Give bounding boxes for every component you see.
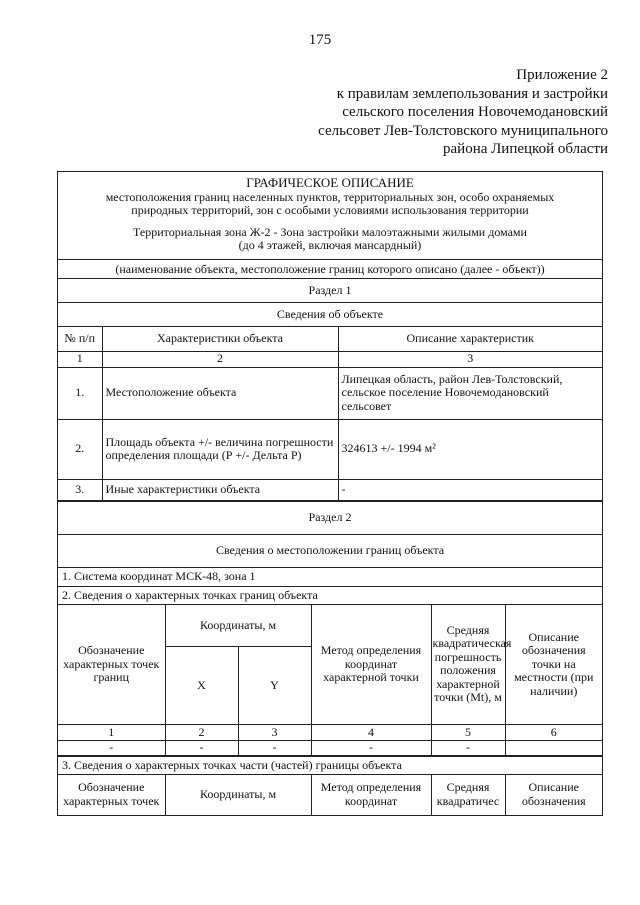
row-value: - bbox=[338, 479, 602, 500]
column-header: Метод определения координат характерной точки bbox=[311, 605, 431, 725]
column-header: Метод определения координат bbox=[311, 775, 431, 815]
boundary-points-heading: 2. Сведения о характерных точках границ объекта bbox=[58, 587, 602, 605]
section2-subtitle: Сведения о местоположении границ объекта bbox=[58, 535, 602, 568]
row-characteristic: Площадь объекта +/- величина погрешности определения площади (Р +/- Дельта Р) bbox=[102, 419, 338, 479]
column-number: 3 bbox=[238, 725, 311, 741]
table-row bbox=[58, 367, 602, 419]
page-number: 175 bbox=[308, 32, 332, 48]
row-number: 1. bbox=[58, 367, 102, 419]
part-points-heading: 3. Сведения о характерных точках части (частей) границы объекта bbox=[58, 756, 602, 775]
column-header-x: X bbox=[165, 647, 238, 725]
section1-subtitle: Сведения об объекте bbox=[58, 303, 602, 327]
section2-title: Раздел 2 bbox=[58, 501, 602, 535]
column-number: 1 bbox=[58, 351, 102, 367]
column-header: Координаты, м bbox=[165, 775, 311, 815]
table-cell: - bbox=[431, 741, 505, 756]
column-header: Средняя квадратическая погрешность положения характерной точки (Mt), м bbox=[431, 605, 505, 725]
appendix-line: района Липецкой области bbox=[443, 141, 608, 157]
column-header: Описание обозначения bbox=[505, 775, 602, 815]
part-points-table bbox=[58, 775, 602, 816]
column-header: Обозначение характерных точек границ bbox=[58, 605, 165, 725]
column-header: Характеристики объекта bbox=[102, 327, 338, 351]
column-number: 3 bbox=[338, 351, 602, 367]
coordinate-system: 1. Система координат МСК-48, зона 1 bbox=[58, 568, 602, 587]
column-number: 4 bbox=[311, 725, 431, 741]
appendix-header bbox=[248, 66, 608, 159]
column-number: 1 bbox=[58, 725, 165, 741]
table-row bbox=[58, 479, 602, 500]
column-header: Обозначение характерных точек bbox=[58, 775, 165, 815]
form-title: ГРАФИЧЕСКОЕ ОПИСАНИЕ bbox=[246, 175, 414, 190]
row-value: Липецкая область, район Лев-Толстовский, сельское поселение Новочемодановский сельсовет bbox=[338, 367, 602, 419]
row-characteristic: Иные характеристики объекта bbox=[102, 479, 338, 500]
column-number: 5 bbox=[431, 725, 505, 741]
table-cell: - bbox=[165, 741, 238, 756]
table-cell bbox=[505, 741, 602, 756]
column-number: 2 bbox=[102, 351, 338, 367]
column-header: Координаты, м bbox=[165, 605, 311, 647]
form-subtitle: природных территорий, зон с особыми условиями использования территории bbox=[131, 203, 529, 217]
row-characteristic: Местоположение объекта bbox=[102, 367, 338, 419]
table-cell: - bbox=[311, 741, 431, 756]
column-header: Средняя квадратичес bbox=[431, 775, 505, 815]
appendix-line: Приложение 2 bbox=[516, 67, 608, 83]
table-row bbox=[58, 419, 602, 479]
column-header: Описание характеристик bbox=[338, 327, 602, 351]
section1-title: Раздел 1 bbox=[58, 279, 602, 303]
row-number: 2. bbox=[58, 419, 102, 479]
appendix-line: к правилам землепользования и застройки bbox=[336, 85, 608, 102]
table-cell: - bbox=[58, 741, 165, 756]
appendix-line: сельского поселения Новочемодановский bbox=[342, 104, 608, 120]
table-row bbox=[58, 741, 602, 756]
column-number: 2 bbox=[165, 725, 238, 741]
boundary-points-table bbox=[58, 605, 602, 757]
form-subtitle: местоположения границ населенных пунктов, территориальных зон, особо охраняемых bbox=[105, 189, 555, 204]
object-info-table bbox=[58, 327, 602, 501]
row-number: 3. bbox=[58, 479, 102, 500]
graphic-description-form bbox=[57, 171, 603, 816]
form-header bbox=[58, 172, 602, 260]
zone-name: (до 4 этажей, включая мансардный) bbox=[238, 238, 422, 252]
column-number: 6 bbox=[505, 725, 602, 741]
zone-name: Территориальная зона Ж-2 - Зона застройки малоэтажными жилыми домами bbox=[133, 224, 527, 239]
column-header-y: Y bbox=[238, 647, 311, 725]
row-value: 324613 +/- 1994 м² bbox=[338, 419, 602, 479]
object-note: (наименование объекта, местоположение границ которого описано (далее - объект)) bbox=[58, 260, 602, 279]
column-header: Описание обозначения точки на местности (при наличии) bbox=[505, 605, 602, 725]
table-cell: - bbox=[238, 741, 311, 756]
appendix-line: сельсовет Лев-Толстовского муниципального bbox=[318, 122, 608, 139]
column-header: № п/п bbox=[58, 327, 102, 351]
